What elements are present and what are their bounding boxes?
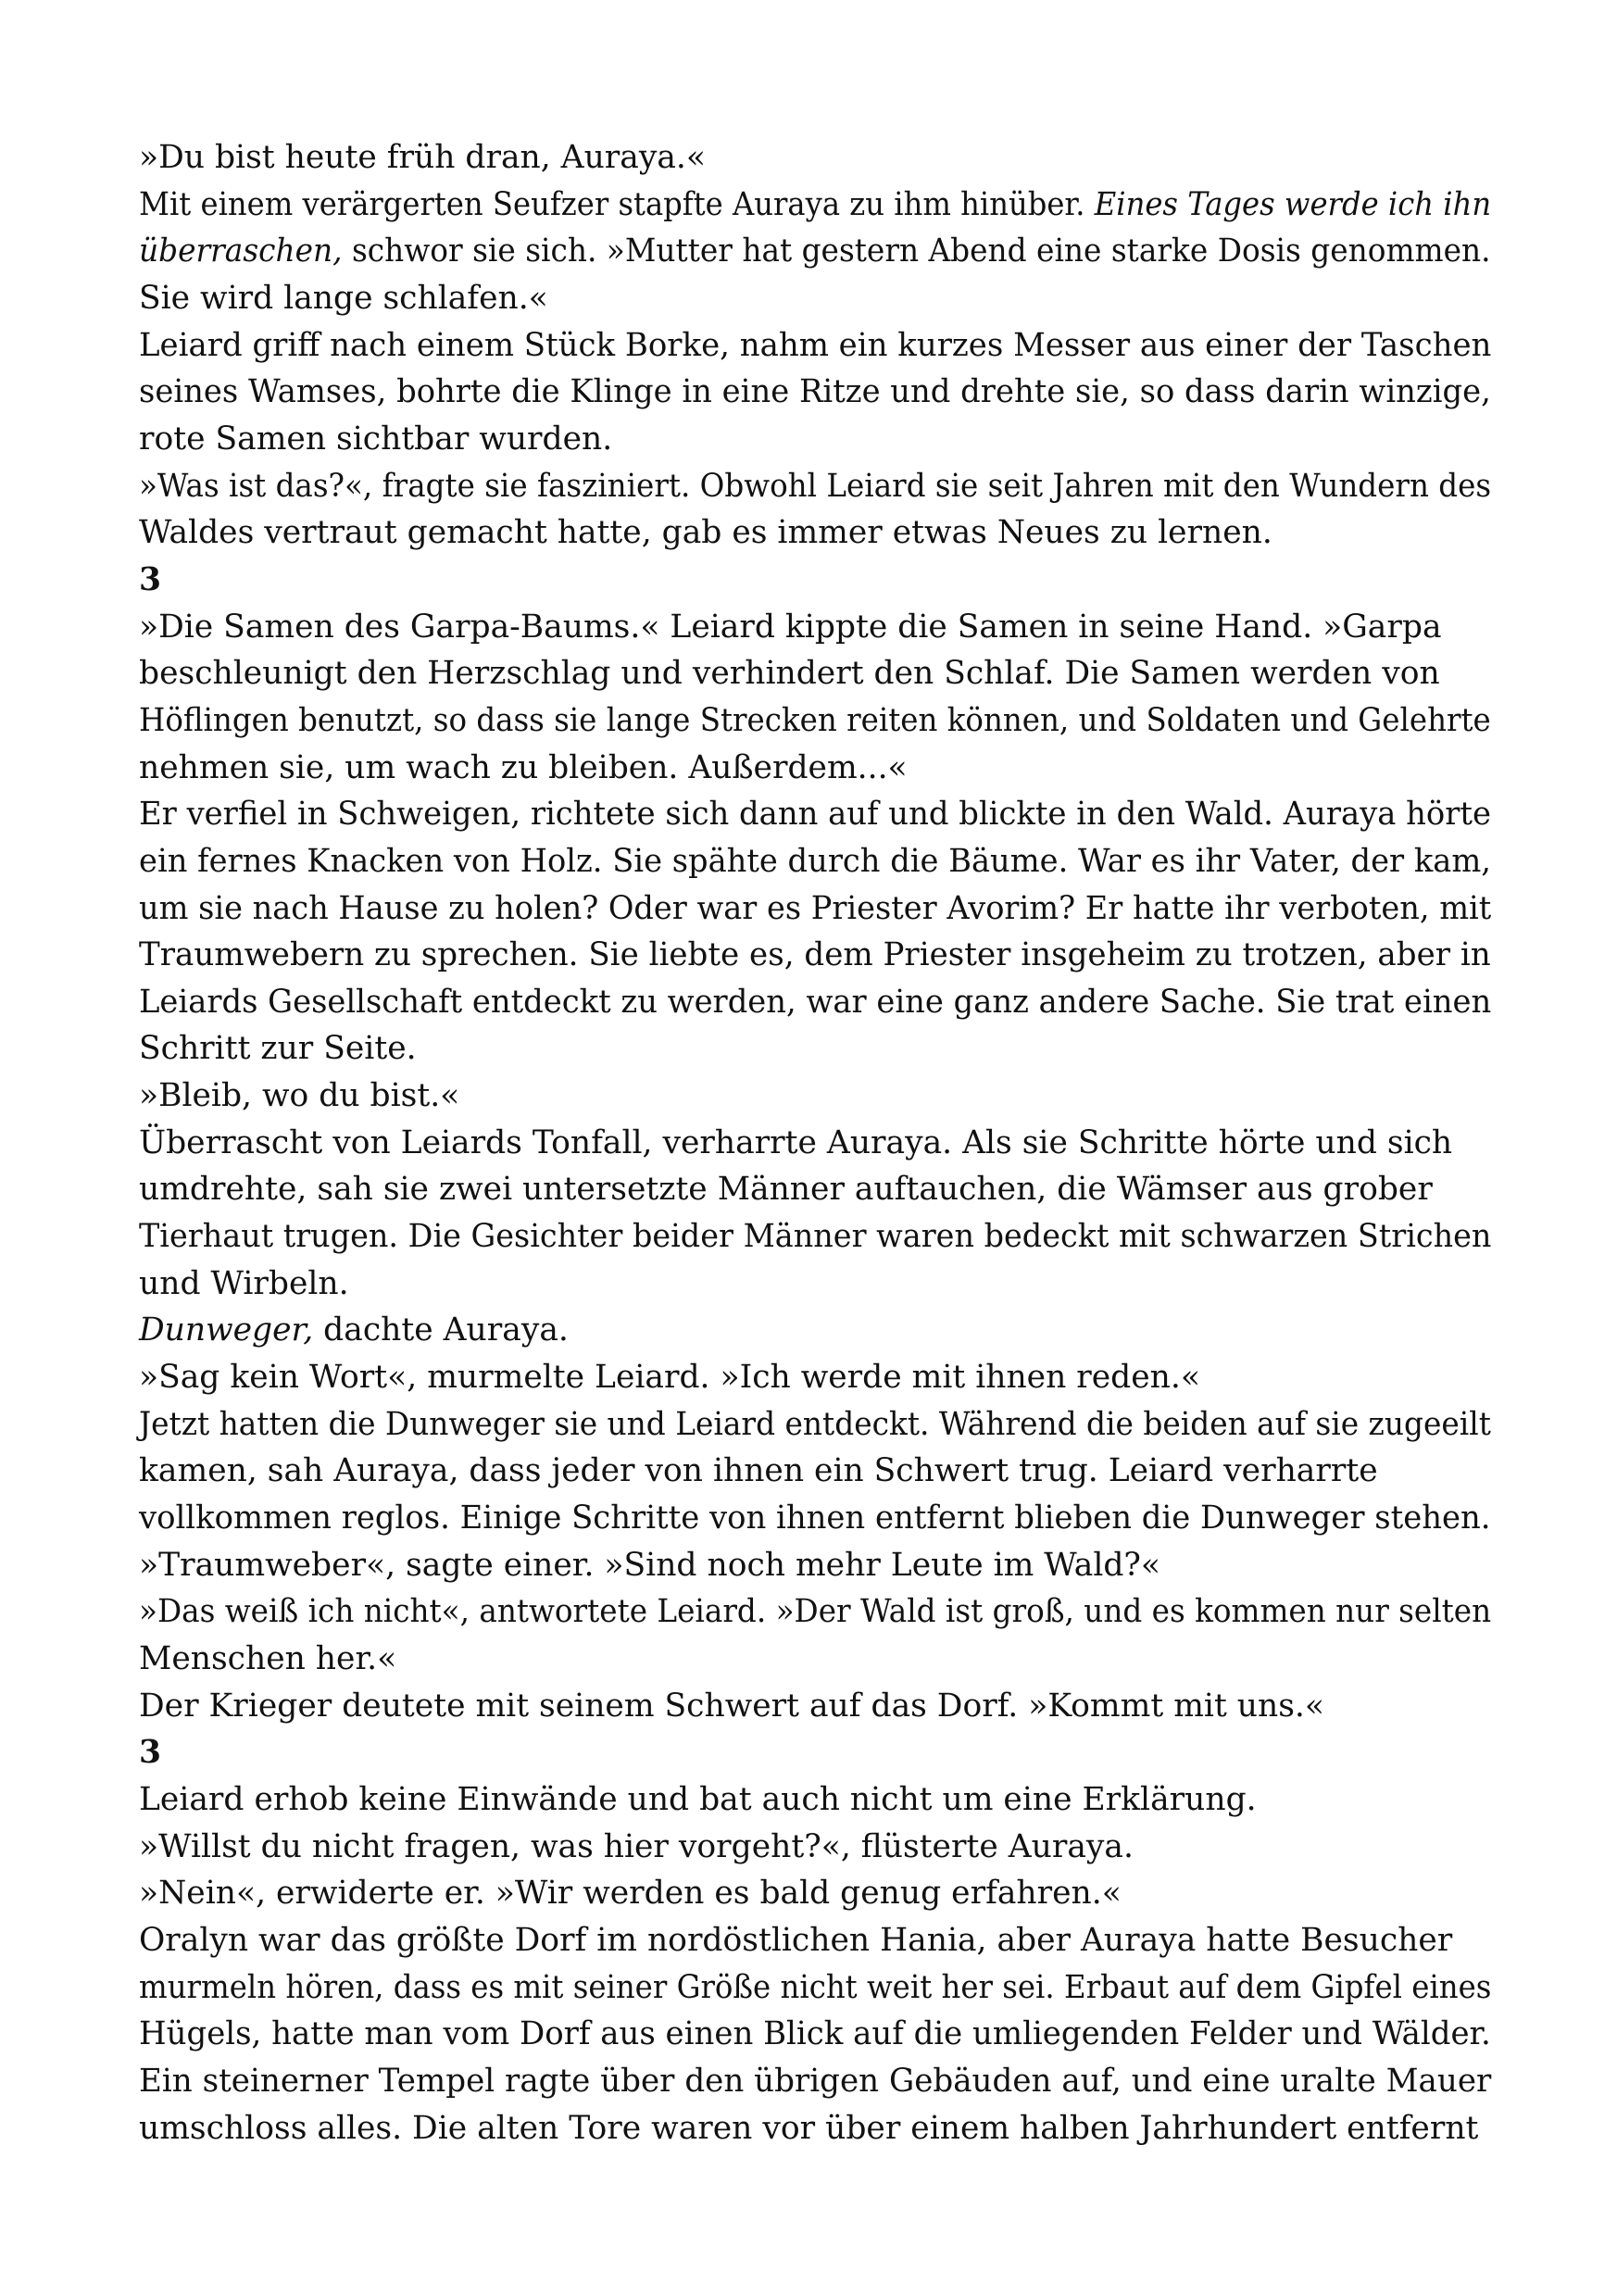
text-line: [139, 2105, 1491, 2152]
text-line: [139, 1073, 1491, 1120]
text-line: [139, 885, 1492, 933]
text-run: dachte Auraya.: [313, 1311, 569, 1349]
text-line: [139, 1964, 1492, 2012]
text-line: [139, 1213, 1492, 1261]
text-line: [139, 1261, 1491, 1308]
text-run: »Willst du nicht fragen, was hier vorgeht?«, flüsterte Auraya.: [139, 1827, 1134, 1865]
text-run: Mit einem verärgerten Seufzer stapfte Auraya zu ihm hinüber.: [139, 185, 1095, 223]
text-line: [139, 838, 1491, 885]
text-line: [139, 2058, 1492, 2105]
text-run: »Bleib, wo du bist.«: [139, 1077, 460, 1115]
text-run: Oralyn war das größte Dorf im nordöstlichen Hania, aber Auraya hatte Besucher: [139, 1921, 1453, 1959]
text-line: [139, 275, 1491, 322]
document-page: [139, 134, 1491, 2152]
text-run: Überrascht von Leiards Tonfall, verharrte Auraya. Als sie Schritte hörte und sich: [139, 1123, 1453, 1161]
text-line: [139, 182, 1492, 229]
text-line: [139, 1588, 1492, 1636]
text-line: [139, 1542, 1491, 1589]
text-line: [139, 1917, 1491, 1964]
text-run: Er verfiel in Schweigen, richtete sich dann auf und blickte in den Wald. Auraya hörte: [139, 796, 1492, 834]
text-line: [139, 416, 1491, 463]
text-run: Leiards Gesellschaft entdeckt zu werden, war eine ganz andere Sache. Sie trat einen: [139, 983, 1492, 1021]
text-line: [139, 932, 1491, 979]
text-run: 3: [139, 560, 162, 598]
text-line: [139, 1495, 1491, 1542]
text-run: beschleunigt den Herzschlag und verhindert den Schlaf. Die Samen werden von: [139, 655, 1440, 693]
text-run: umschloss alles. Die alten Tore waren vor über einem halben Jahrhundert entfernt: [139, 2109, 1479, 2147]
page-number: [139, 557, 1491, 604]
text-line: [139, 791, 1492, 838]
text-line: [139, 322, 1492, 370]
text-run: Schritt zur Seite.: [139, 1030, 417, 1068]
text-run: Waldes vertraut gemacht hatte, gab es immer etwas Neues zu lernen.: [139, 514, 1272, 552]
text-line: [139, 509, 1491, 557]
text-line: [139, 745, 1491, 792]
text-line: [139, 697, 1491, 745]
page-number: [139, 1729, 1491, 1776]
text-run: Tierhaut trugen. Die Gesichter beider Männer waren bedeckt mit schwarzen Strichen: [139, 1218, 1492, 1256]
text-run: rote Samen sichtbar wurden.: [139, 420, 613, 458]
text-run: Höflingen benutzt, so dass sie lange Strecken reiten können, und Soldaten und Gelehrte: [139, 701, 1491, 739]
text-run: seines Wamses, bohrte die Klinge in eine Ritze und drehte sie, so dass darin winzige,: [139, 373, 1491, 411]
text-run: Traumwebern zu sprechen. Sie liebte es, dem Priester insgeheim zu trotzen, aber in: [139, 936, 1491, 974]
text-run: Leiard erhob keine Einwände und bat auch nicht um eine Erklärung.: [139, 1780, 1257, 1818]
italic-text: Dunweger,: [139, 1311, 314, 1349]
text-run: »Die Samen des Garpa-Baums.« Leiard kippte die Samen in seine Hand. »Garpa: [139, 608, 1442, 646]
text-run: Menschen her.«: [139, 1640, 397, 1677]
text-run: murmeln hören, dass es mit seiner Größe nicht weit her sei. Erbaut auf dem Gipfel eines: [139, 1968, 1492, 2006]
text-line: [139, 1025, 1491, 1073]
text-run: kamen, sah Auraya, dass jeder von ihnen ein Schwert trug. Leiard verharrte: [139, 1452, 1378, 1490]
text-line: [139, 463, 1492, 510]
text-run: ein fernes Knacken von Holz. Sie spähte durch die Bäume. War es ihr Vater, der kam,: [139, 842, 1491, 880]
text-run: schwor sie sich. »Mutter hat gestern Abend eine starke Dosis genommen.: [342, 232, 1491, 270]
text-line: [139, 1870, 1491, 1917]
italic-text: Eines Tages werde ich ihn: [1094, 185, 1492, 223]
text-line: [139, 228, 1491, 275]
text-line: [139, 1354, 1491, 1401]
text-line: [139, 604, 1491, 651]
text-line: [139, 1636, 1491, 1683]
text-run: Leiard griff nach einem Stück Borke, nahm ein kurzes Messer aus einer der Taschen: [139, 326, 1492, 364]
italic-text: überraschen,: [139, 232, 343, 270]
text-line: [139, 1448, 1491, 1495]
text-run: vollkommen reglos. Einige Schritte von ihnen entfernt blieben die Dunweger stehen.: [139, 1499, 1491, 1537]
text-run: 3: [139, 1734, 162, 1772]
text-run: »Traumweber«, sagte einer. »Sind noch mehr Leute im Wald?«: [139, 1546, 1161, 1584]
text-line: [139, 1776, 1491, 1824]
text-run: Ein steinerner Tempel ragte über den übrigen Gebäuden auf, und eine uralte Mauer: [139, 2062, 1492, 2100]
text-line: [139, 1824, 1491, 1871]
text-run: »Das weiß ich nicht«, antwortete Leiard. »Der Wald ist groß, und es kommen nur selten: [139, 1593, 1492, 1631]
text-line: [139, 134, 1491, 182]
text-line: [139, 1166, 1491, 1213]
text-line: [139, 1401, 1491, 1449]
text-run: Jetzt hatten die Dunweger sie und Leiard entdeckt. Während die beiden auf sie zugeeilt: [139, 1405, 1491, 1443]
text-run: umdrehte, sah sie zwei untersetzte Männer auftauchen, die Wämser aus grober: [139, 1171, 1433, 1209]
text-run: um sie nach Hause zu holen? Oder war es Priester Avorim? Er hatte ihr verboten, mit: [139, 889, 1492, 927]
text-run: »Nein«, erwiderte er. »Wir werden es bald genug erfahren.«: [139, 1875, 1122, 1913]
text-run: nehmen sie, um wach zu bleiben. Außerdem...«: [139, 748, 908, 786]
text-run: »Du bist heute früh dran, Auraya.«: [139, 139, 707, 176]
text-line: [139, 1120, 1491, 1167]
text-run: Sie wird lange schlafen.«: [139, 279, 548, 317]
text-line: [139, 2011, 1491, 2058]
text-line: [139, 1307, 1491, 1354]
text-line: [139, 979, 1492, 1026]
text-run: Hügels, hatte man vom Dorf aus einen Blick auf die umliegenden Felder und Wälder.: [139, 2015, 1491, 2053]
text-line: [139, 650, 1491, 697]
text-run: Der Krieger deutete mit seinem Schwert auf das Dorf. »Kommt mit uns.«: [139, 1687, 1324, 1725]
text-run: »Was ist das?«, fragte sie fasziniert. Obwohl Leiard sie seit Jahren mit den Wundern des: [139, 467, 1492, 505]
text-line: [139, 369, 1491, 416]
text-run: und Wirbeln.: [139, 1264, 349, 1302]
text-line: [139, 1683, 1491, 1730]
text-run: »Sag kein Wort«, murmelte Leiard. »Ich werde mit ihnen reden.«: [139, 1359, 1200, 1397]
